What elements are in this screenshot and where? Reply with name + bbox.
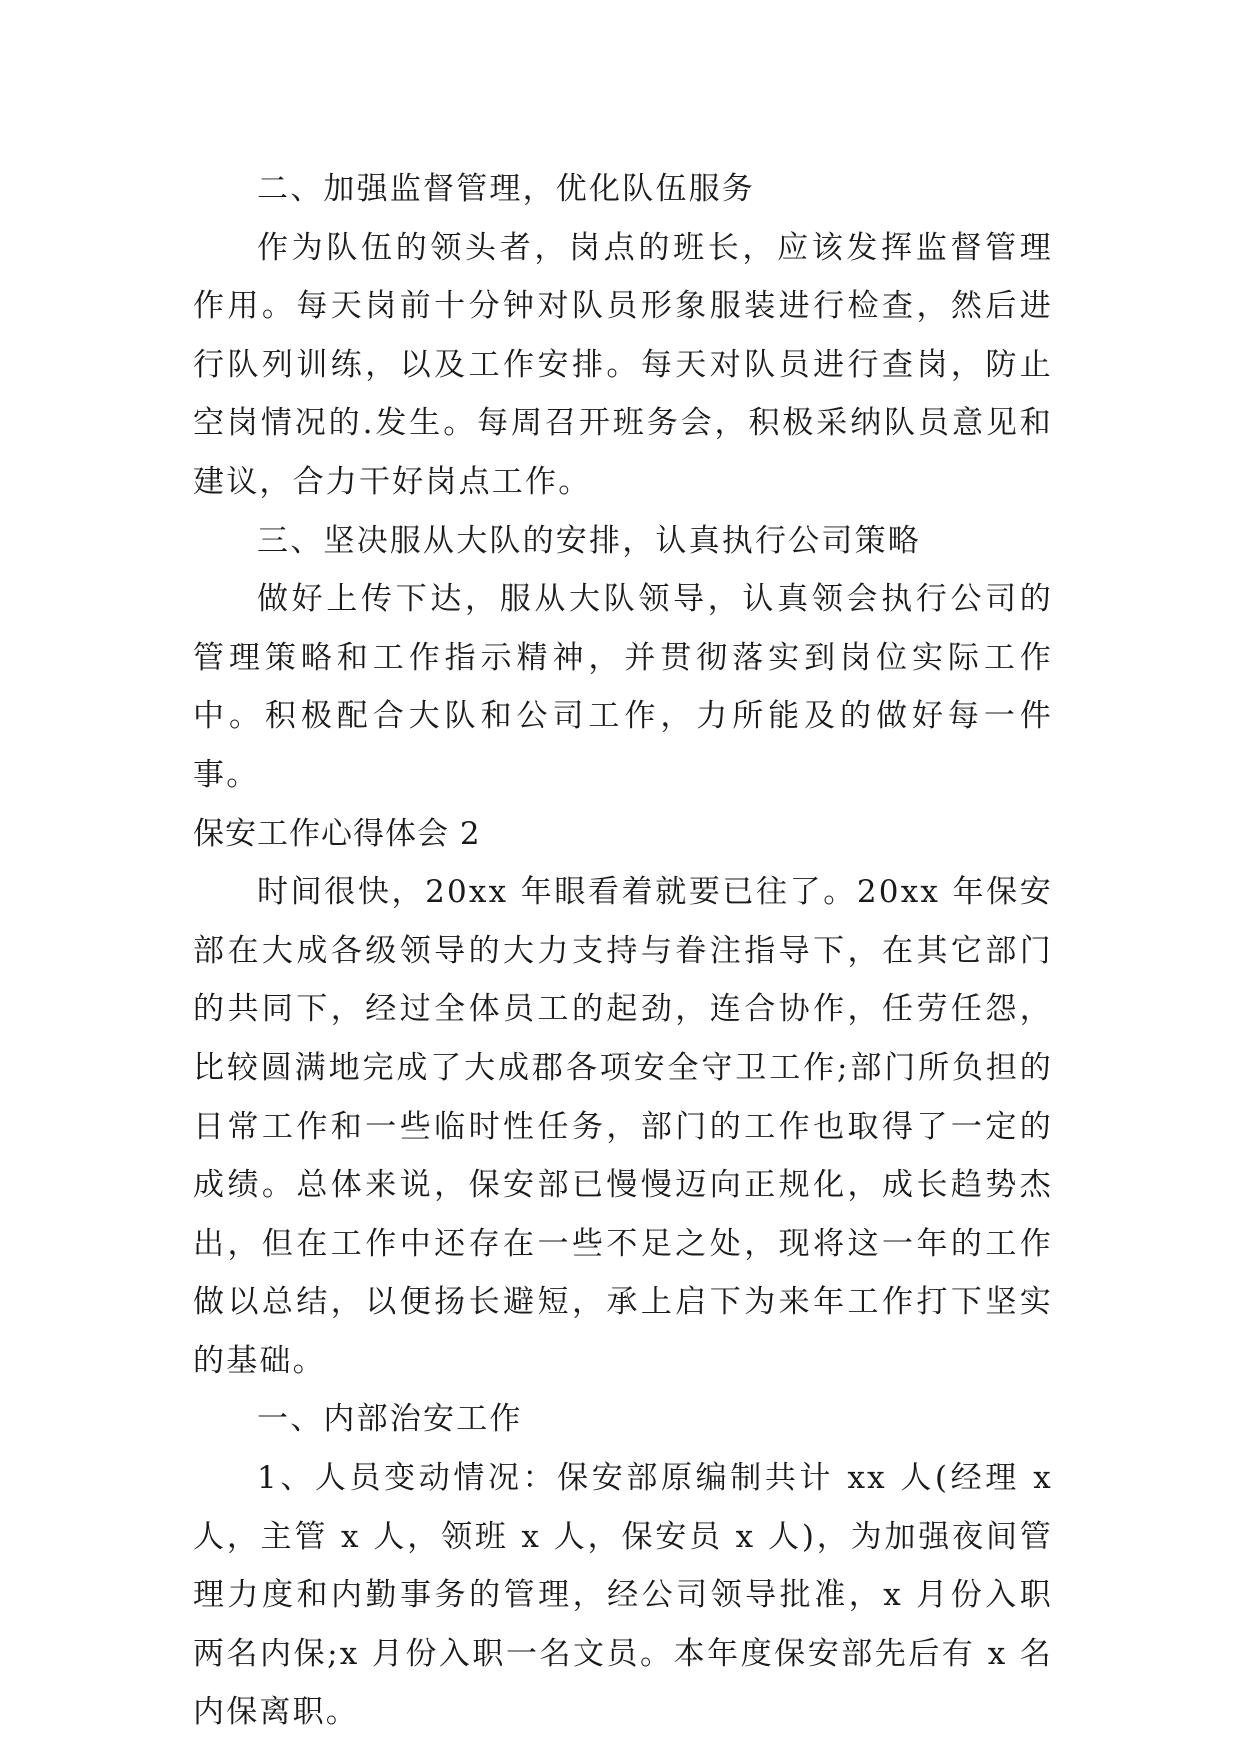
paragraph-staff-changes: 1、人员变动情况：保安部原编制共计 xx 人(经理 x 人，主管 x 人，领班 x 人，保安员 x 人)，为加强夜间管理力度和内勤事务的管理，经公司领导批准，x 月份入职两名内保;x 月份入职一名文员。本年度保安部先后有 x 名内保离职。: [193, 1460, 1053, 1731]
section-heading-2: 二、加强监督管理，优化队伍服务: [257, 171, 755, 207]
document-title-2: 保安工作心得体会 2: [193, 815, 481, 852]
section-heading-3: 三、坚决服从大队的安排，认真执行公司策略: [257, 522, 921, 559]
paragraph-year-summary: 时间很快，20xx 年眼看着就要已往了。20xx 年保安部在大成各级领导的大力支持与眷注指导下，在其它部门的共同下，经过全体员工的起劲，连合协作，任劳任怨，比较圆满地完成了大成郡各项安全守卫工作;部门所负担的日常工作和一些临时性任务，部门的工作也取得了一定的成绩。总体来说，保安部已慢慢迈向正规化，成长趋势杰出，但在工作中还存在一些不足之处，现将这一年的工作做以总结，以便扬长避短，承上启下为来年工作打下坚实的基础。: [193, 874, 1053, 1379]
paragraph-supervision: 作为队伍的领头者，岗点的班长，应该发挥监督管理作用。每天岗前十分钟对队员形象服装进行检查，然后进行队列训练，以及工作安排。每天对队员进行查岗，防止空岗情况的.发生。每周召开班务会，积极采纳队员意见和建议，合力干好岗点工作。: [193, 229, 1053, 500]
paragraph-obey-arrangement: 做好上传下达，服从大队领导，认真领会执行公司的管理策略和工作指示精神，并贯彻落实到岗位实际工作中。积极配合大队和公司工作，力所能及的做好每一件事。: [193, 581, 1053, 793]
section-heading-1: 一、内部治安工作: [257, 1401, 523, 1438]
document-body: [193, 160, 1053, 1742]
